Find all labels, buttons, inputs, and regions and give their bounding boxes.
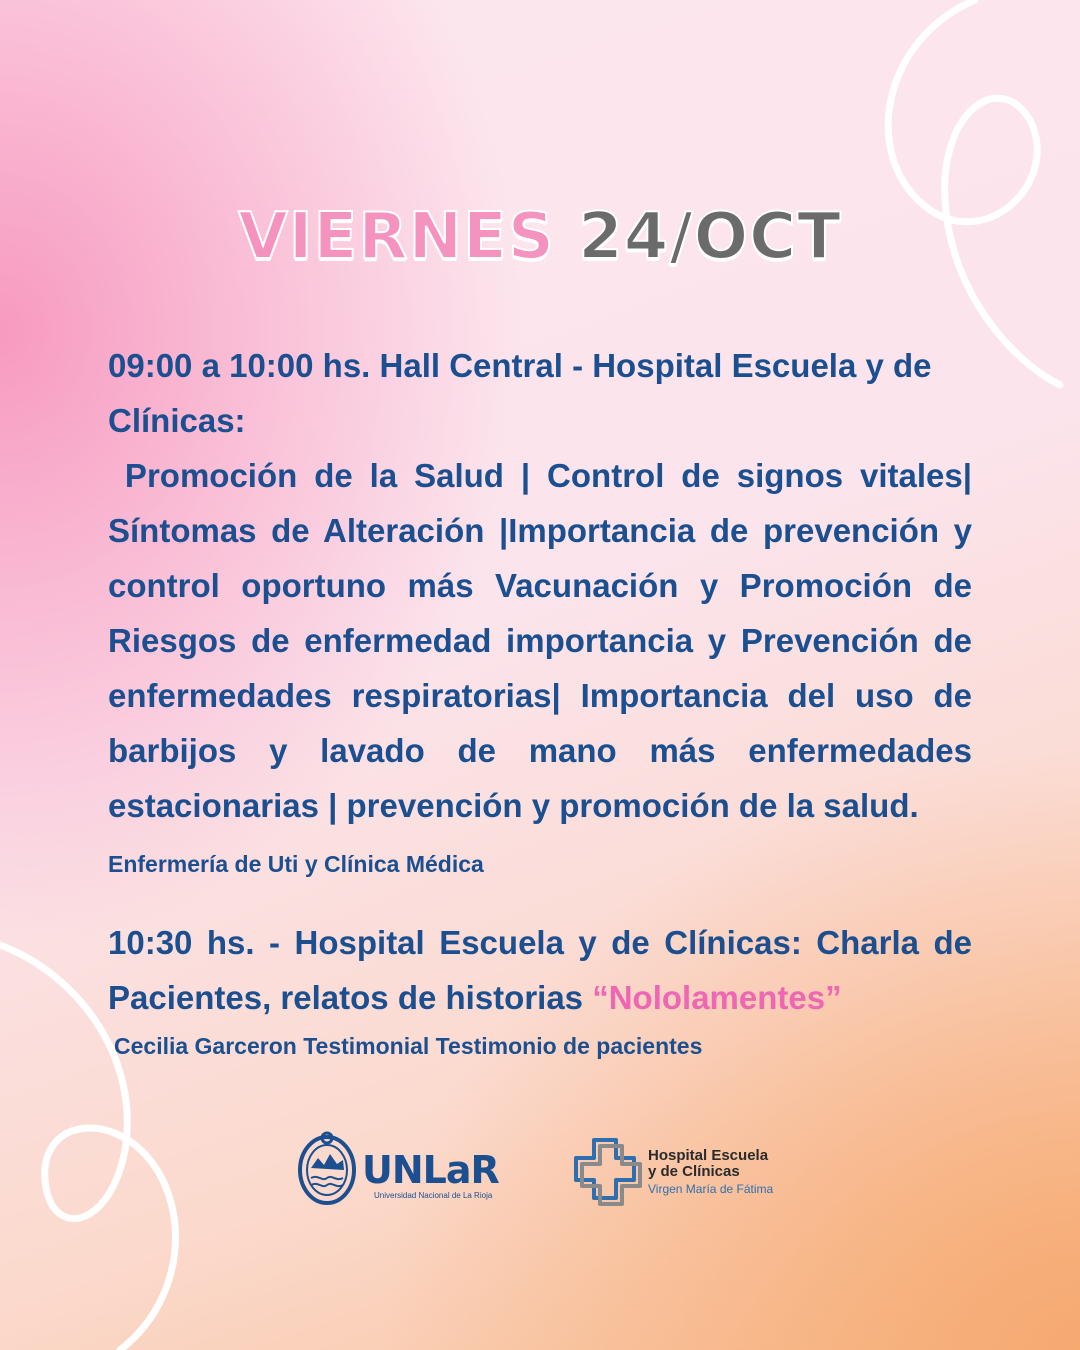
block1-credit: Enfermería de Uti y Clínica Médica — [108, 851, 484, 877]
title-date: 24/OCT — [578, 200, 842, 274]
unlar-subtitle: Universidad Nacional de La Rioja — [374, 1191, 493, 1200]
block1-heading-line1: 09:00 a 10:00 hs. Hall Central - Hospital Escuela y de — [108, 347, 932, 384]
block2-credit: Cecilia Garceron Testimonial Testimonio de pacientes — [114, 1033, 703, 1059]
page-title — [0, 200, 1080, 274]
medical-cross-icon — [574, 1138, 642, 1206]
logo-bar — [296, 1130, 796, 1220]
hospital-name-line1: Hospital Escuela — [648, 1147, 769, 1164]
schedule-block-2 — [108, 915, 972, 1061]
unlar-emblem-icon — [296, 1130, 358, 1208]
block2-text — [108, 915, 972, 1025]
title-day: VIERNES — [238, 200, 555, 274]
block1-body: Promoción de la Salud | Control de signos vitales| Síntomas de Alteración |Importancia de prevención y control oportuno más Vacunación y Promoción de Riesgos de enfermedad importancia y Prevención de enfermedades respiratorias| Importancia del uso de barbijos y lavado de mano más enfermedades estacionarias | prevención y promoción de la salud. — [108, 457, 972, 824]
hospital-name-line2: y de Clínicas — [648, 1163, 740, 1180]
hospital-name-line3: Virgen María de Fátima — [648, 1182, 774, 1196]
hospital-logo — [574, 1138, 804, 1208]
block2-highlight: “Nololamentes” — [592, 979, 842, 1016]
block2-text-main: 10:30 hs. - Hospital Escuela y de Clínicas: Charla de Pacientes, relatos de historias — [108, 924, 972, 1016]
schedule-content — [108, 338, 972, 1061]
block1-heading-line2: Clínicas: — [108, 402, 246, 439]
schedule-block-1 — [108, 338, 972, 879]
unlar-name: UNLaR — [362, 1148, 499, 1192]
unlar-logo — [296, 1130, 516, 1210]
block1-heading — [108, 338, 972, 448]
